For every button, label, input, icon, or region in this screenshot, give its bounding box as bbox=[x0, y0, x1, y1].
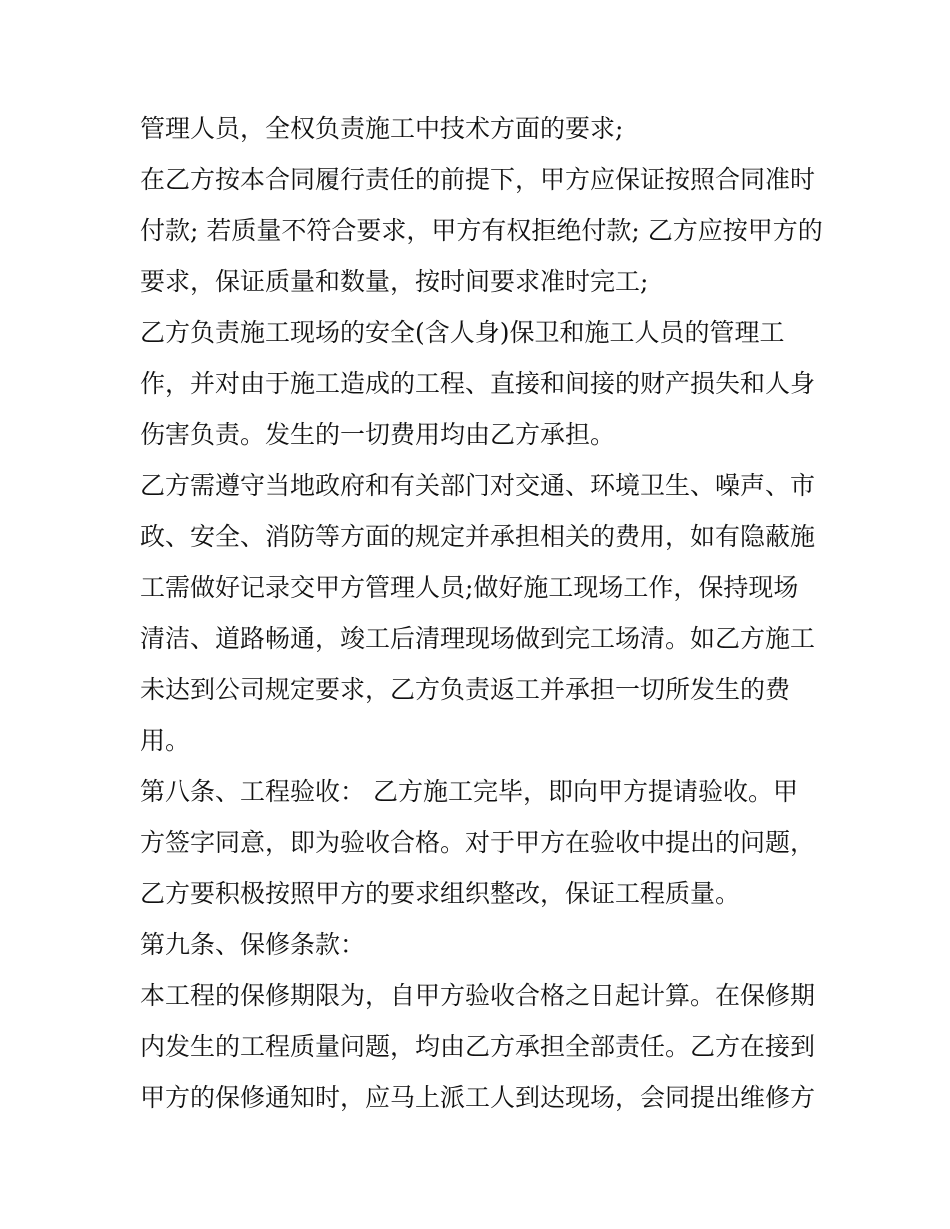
text-line: 甲方的保修通知时，应马上派工人到达现场，会同提出维修方 bbox=[140, 1083, 816, 1112]
text-line: 未达到公司规定要求，乙方负责返工并承担一切所发生的费 bbox=[140, 675, 791, 704]
text-line: 乙方负责施工现场的安全(含人身)保卫和施工人员的管理工 bbox=[140, 318, 785, 347]
text-line: 要求，保证质量和数量，按时间要求准时完工; bbox=[140, 267, 649, 296]
text-line: 内发生的工程质量问题，均由乙方承担全部责任。乙方在接到 bbox=[140, 1032, 816, 1061]
section-heading-warranty: 第九条、保修条款： bbox=[140, 930, 366, 959]
text-line: 伤害负责。发生的一切费用均由乙方承担。 bbox=[140, 420, 616, 449]
text-line: 清洁、道路畅通，竣工后清理现场做到完工场清。如乙方施工 bbox=[140, 624, 816, 653]
text-line: 在乙方按本合同履行责任的前提下，甲方应保证按照合同准时 bbox=[140, 165, 816, 194]
text-line: 乙方要积极按照甲方的要求组织整改，保证工程质量。 bbox=[140, 879, 741, 908]
text-line: 乙方需遵守当地政府和有关部门对交通、环境卫生、噪声、市 bbox=[140, 471, 816, 500]
section-heading-acceptance: 第八条、工程验收： 乙方施工完毕，即向甲方提请验收。甲 bbox=[140, 777, 798, 806]
text-line: 用。 bbox=[140, 726, 191, 755]
text-line: 作，并对由于施工造成的工程、直接和间接的财产损失和人身 bbox=[140, 369, 816, 398]
text-line: 付款; 若质量不符合要求，甲方有权拒绝付款; 乙方应按甲方的 bbox=[140, 216, 823, 245]
text-line: 管理人员，全权负责施工中技术方面的要求; bbox=[140, 114, 624, 143]
text-line: 方签字同意，即为验收合格。对于甲方在验收中提出的问题， bbox=[140, 828, 816, 857]
text-line: 本工程的保修期限为，自甲方验收合格之日起计算。在保修期 bbox=[140, 981, 816, 1010]
text-line: 政、安全、消防等方面的规定并承担相关的费用，如有隐蔽施 bbox=[140, 522, 816, 551]
contract-text bbox=[140, 103, 823, 1123]
text-line: 工需做好记录交甲方管理人员;做好施工现场工作，保持现场 bbox=[140, 573, 799, 602]
